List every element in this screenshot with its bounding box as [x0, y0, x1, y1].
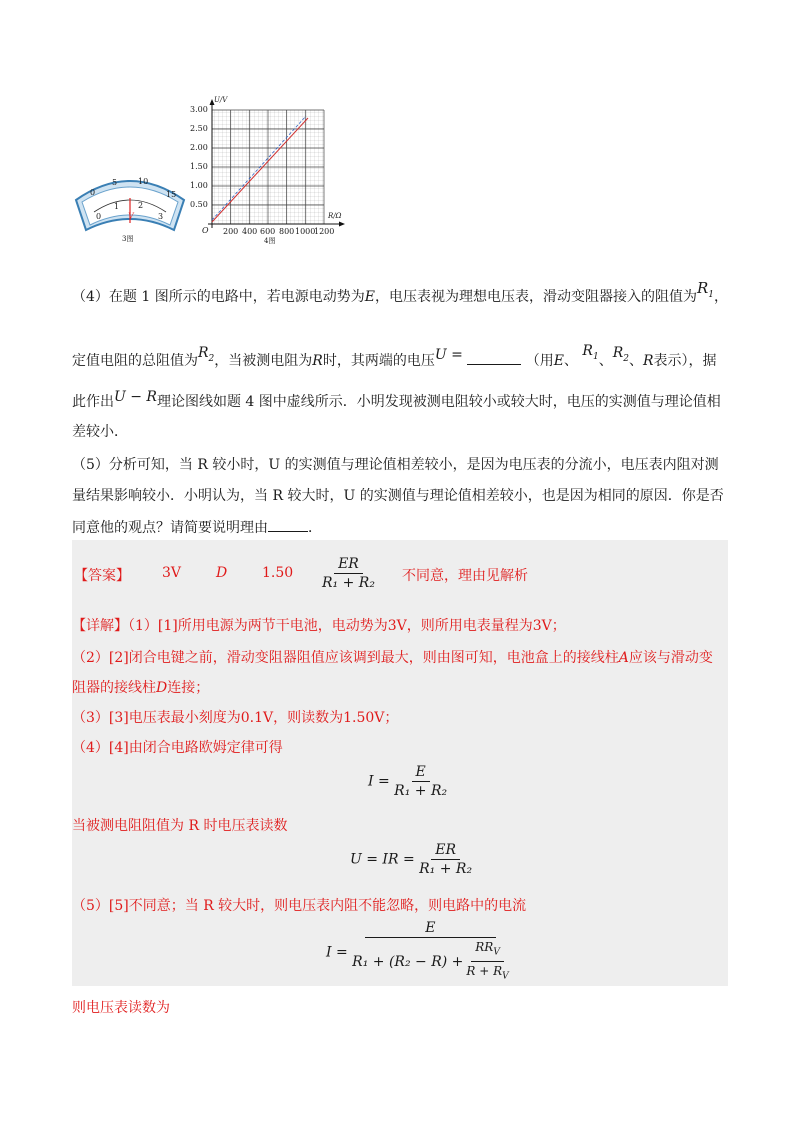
answer-3: 1.50 [262, 565, 294, 581]
y-tick-1.50: 1.50 [190, 162, 208, 171]
dial-top-10: 10 [138, 177, 149, 186]
answer-1: 3V [162, 565, 182, 581]
dial-top-15: 15 [166, 190, 177, 199]
voltmeter-figure [70, 168, 190, 248]
q4-line1: （4）在题 1 图所示的电路中，若电源电动势为E，电压表视为理想电压表，滑动变阻器接入的阻值为$R_1$， [72, 279, 728, 305]
q4-line4: 差较小． [72, 424, 128, 440]
dial-bottom-2: 2 [138, 201, 144, 210]
detail-p4: （4）[4]由闭合电路欧姆定律可得 [72, 740, 283, 756]
y-tick-1.00: 1.00 [190, 181, 208, 190]
dial-bottom-0: 0 [96, 212, 102, 221]
x-axis-label: R/Ω [328, 212, 342, 220]
q5-line2: 量结果影响较小．小明认为，当 R 较大时，U 的实测值与理论值相差较小，也是因为相同的原因．你是否 [72, 488, 724, 504]
x-tick-1000: 1000 [295, 227, 316, 236]
q5-line1: （5）分析可知，当 R 较小时，U 的实测值与理论值相差较小，是因为电压表的分流小，电压表内阻对测 [72, 457, 719, 473]
svg-text:V: V [128, 211, 134, 221]
figure4-caption: 4图 [264, 237, 276, 245]
dial-top-5: 5 [112, 178, 118, 187]
var-R2: $R_2$ [198, 345, 215, 364]
q4-answer-blank[interactable] [467, 350, 521, 365]
answer-2: D [216, 565, 228, 581]
x-tick-800: 800 [279, 227, 295, 236]
y-tick-3.00: 3.00 [190, 105, 208, 114]
equation-3: I = E R₁ + (R₂ − R) + $\frac{RR_V}{R + R_V}$ [326, 920, 509, 982]
answer-4-fraction: $\frac{ER}{\text{R₁ + R₂}}$ [322, 556, 375, 591]
y-tick-0.50: 0.50 [190, 200, 208, 209]
figure3-caption: 3图 [122, 235, 134, 243]
x-tick-600: 600 [260, 227, 276, 236]
y-tick-2.50: 2.50 [190, 124, 208, 133]
equation-1: I = $\frac{E}{\text{R₁ + R₂}}$ [368, 764, 448, 799]
ur-graph-figure [190, 96, 350, 246]
y-axis-label: U/V [214, 96, 228, 104]
detail-p4b: 当被测电阻阻值为 R 时电压表读数 [72, 818, 288, 834]
answer-row [72, 558, 728, 590]
detail-p5: （5）[5]不同意；当 R 较大时，则电压表内阻不能忽略，则电路中的电流 [72, 898, 527, 914]
answer-label: 【答案】 [74, 568, 130, 584]
detail-p2b: 阻器的接线柱D连接； [72, 680, 210, 696]
dial-bottom-3: 3 [158, 212, 164, 221]
dial-bottom-1: 1 [114, 202, 120, 211]
ur-graph-drawing [190, 96, 350, 246]
var-E: E [364, 289, 375, 305]
q4-line2: 定值电阻的总阻值为$R_2$，当被测电阻为R时，其两端的电压U = （用E、 $R_1$、$R_2$、R表示），据 [72, 343, 717, 369]
answer-5: 不同意，理由见解析 [402, 568, 528, 584]
q4-line3: 此作出U − R理论图线如题 4 图中虚线所示．小明发现被测电阻较小或较大时，电压的实测值与理论值相 [72, 389, 721, 410]
equation-2: U = IR = $\frac{ER}{\text{R₁ + R₂}}$ [350, 842, 473, 877]
q5-answer-blank[interactable] [268, 517, 308, 532]
origin-label: O [202, 226, 209, 235]
ur-label: U − R [114, 389, 157, 405]
detail-p1: 【详解】（1）[1]所用电源为两节干电池，电动势为3V，则所用电表量程为3V； [72, 618, 566, 634]
dial-top-0: 0 [90, 188, 96, 197]
x-tick-1200: 1200 [314, 227, 335, 236]
eq-U: U = [434, 347, 463, 363]
q5-line3: 同意他的观点？请简要说明理由 ． [72, 517, 732, 538]
x-tick-200: 200 [223, 227, 239, 236]
detail-p6: 则电压表读数为 [72, 1000, 170, 1016]
var-R1: $R_1$ [696, 279, 714, 300]
detail-p3: （3）[3]电压表最小刻度为0.1V，则读数为1.50V； [72, 710, 399, 726]
x-tick-400: 400 [242, 227, 258, 236]
y-tick-2.00: 2.00 [190, 143, 208, 152]
detail-p2a: （2）[2]闭合电键之前，滑动变阻器阻值应该调到最大，则由图可知，电池盒上的接线柱A应该与滑动变 [72, 650, 713, 666]
